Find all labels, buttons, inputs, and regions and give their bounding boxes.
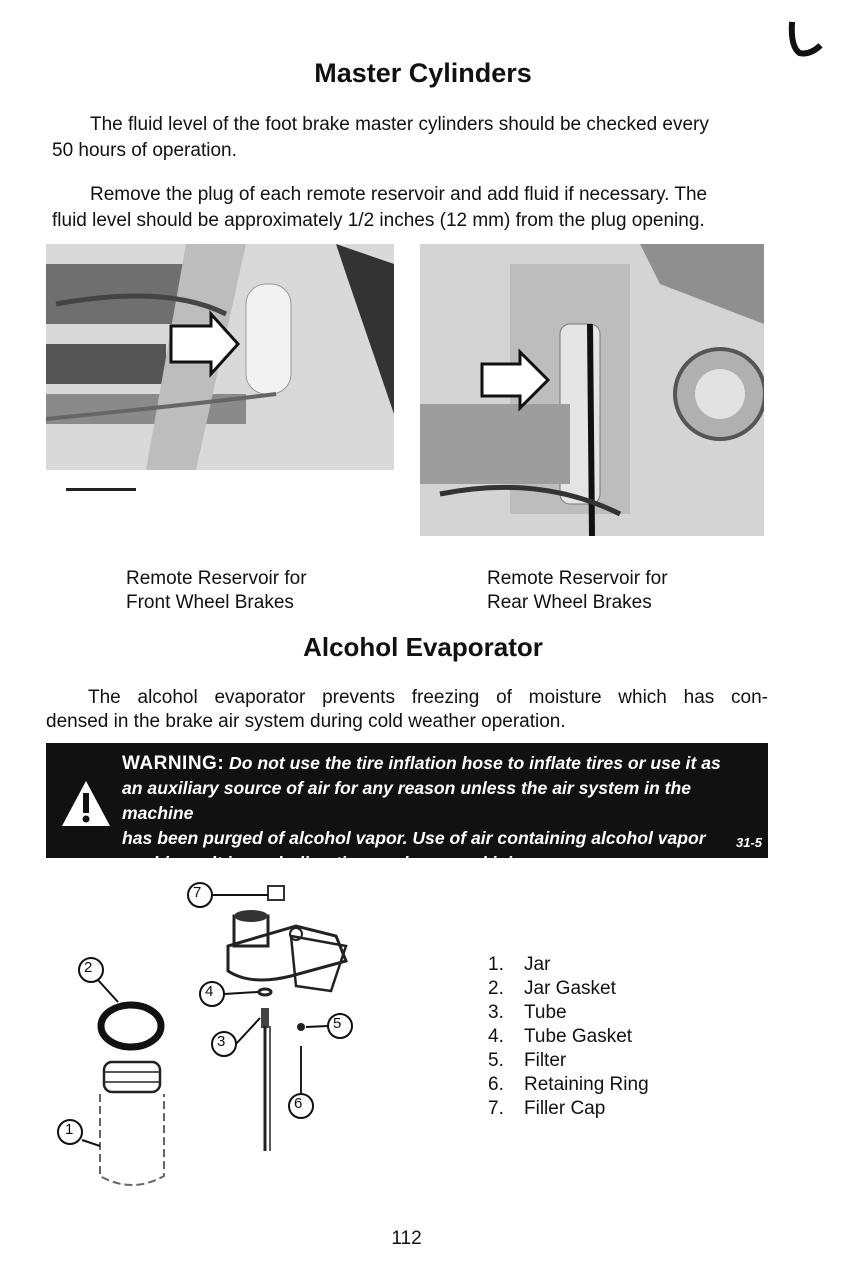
warning-line: could result in exploding tires and personal injury. bbox=[122, 853, 544, 873]
list-item: 7. Filler Cap bbox=[488, 1098, 606, 1119]
callout-7: 7 bbox=[193, 884, 202, 901]
callout-4: 4 bbox=[205, 983, 214, 1000]
paragraph-line: The alcohol evaporator prevents freezing of moisture which has con- bbox=[88, 687, 768, 708]
section-title-alcohol-evaporator: Alcohol Evaporator bbox=[303, 632, 543, 662]
evaporator-exploded-diagram bbox=[46, 876, 376, 1196]
paragraph-line: 50 hours of operation. bbox=[52, 140, 237, 161]
parts-list bbox=[488, 953, 649, 1121]
caption-line: Front Wheel Brakes bbox=[126, 592, 294, 613]
caption-line: Remote Reservoir for bbox=[487, 568, 668, 589]
warning-triangle-icon bbox=[60, 779, 112, 829]
paragraph-line: fluid level should be approximately 1/2 inches (12 mm) from the plug opening. bbox=[52, 210, 705, 231]
warning-box bbox=[46, 743, 768, 873]
callout-2: 2 bbox=[84, 959, 93, 976]
list-item: 4. Tube Gasket bbox=[488, 1026, 633, 1047]
rear-reservoir-photo bbox=[420, 244, 764, 536]
caption-line: Remote Reservoir for bbox=[126, 568, 307, 589]
warning-code: 31-5 bbox=[735, 835, 762, 850]
warning-line: Do not use the tire inflation hose to inflate tires or use it as bbox=[229, 753, 721, 773]
warning-label: WARNING: bbox=[122, 753, 225, 774]
warning-text bbox=[122, 751, 762, 876]
warning-line: an auxiliary source of air for any reason unless the air system in the machine bbox=[122, 778, 692, 823]
paragraph-line: densed in the brake air system during cold weather operation. bbox=[46, 711, 566, 732]
callout-1: 1 bbox=[65, 1121, 74, 1138]
callout-5: 5 bbox=[333, 1015, 342, 1032]
jar-part bbox=[100, 1062, 164, 1185]
paragraph-line: Remove the plug of each remote reservoir and add fluid if necessary. The bbox=[90, 184, 708, 205]
paragraph-line: The fluid level of the foot brake master cylinders should be checked every bbox=[90, 114, 709, 135]
callout-6: 6 bbox=[294, 1095, 303, 1112]
caption-line: Rear Wheel Brakes bbox=[487, 592, 652, 613]
evaporator-body-part bbox=[228, 910, 346, 991]
list-item: 6. Retaining Ring bbox=[488, 1074, 649, 1095]
corner-hook-icon bbox=[784, 15, 824, 60]
callout-3: 3 bbox=[217, 1033, 226, 1050]
front-reservoir-photo bbox=[46, 244, 394, 470]
section-title-master-cylinders: Master Cylinders bbox=[314, 58, 532, 88]
list-item: 1. Jar bbox=[488, 954, 551, 975]
rear-reservoir-caption bbox=[487, 567, 668, 615]
list-item: 3. Tube bbox=[488, 1002, 567, 1023]
list-item: 5. Filter bbox=[488, 1050, 567, 1071]
photo-leader-line bbox=[66, 488, 136, 491]
page-number: 112 bbox=[391, 1228, 422, 1249]
front-reservoir-caption bbox=[126, 567, 307, 615]
list-item: 2. Jar Gasket bbox=[488, 978, 616, 999]
warning-line: has been purged of alcohol vapor. Use of air containing alcohol vapor bbox=[122, 828, 706, 848]
filler-cap-part bbox=[268, 886, 284, 900]
